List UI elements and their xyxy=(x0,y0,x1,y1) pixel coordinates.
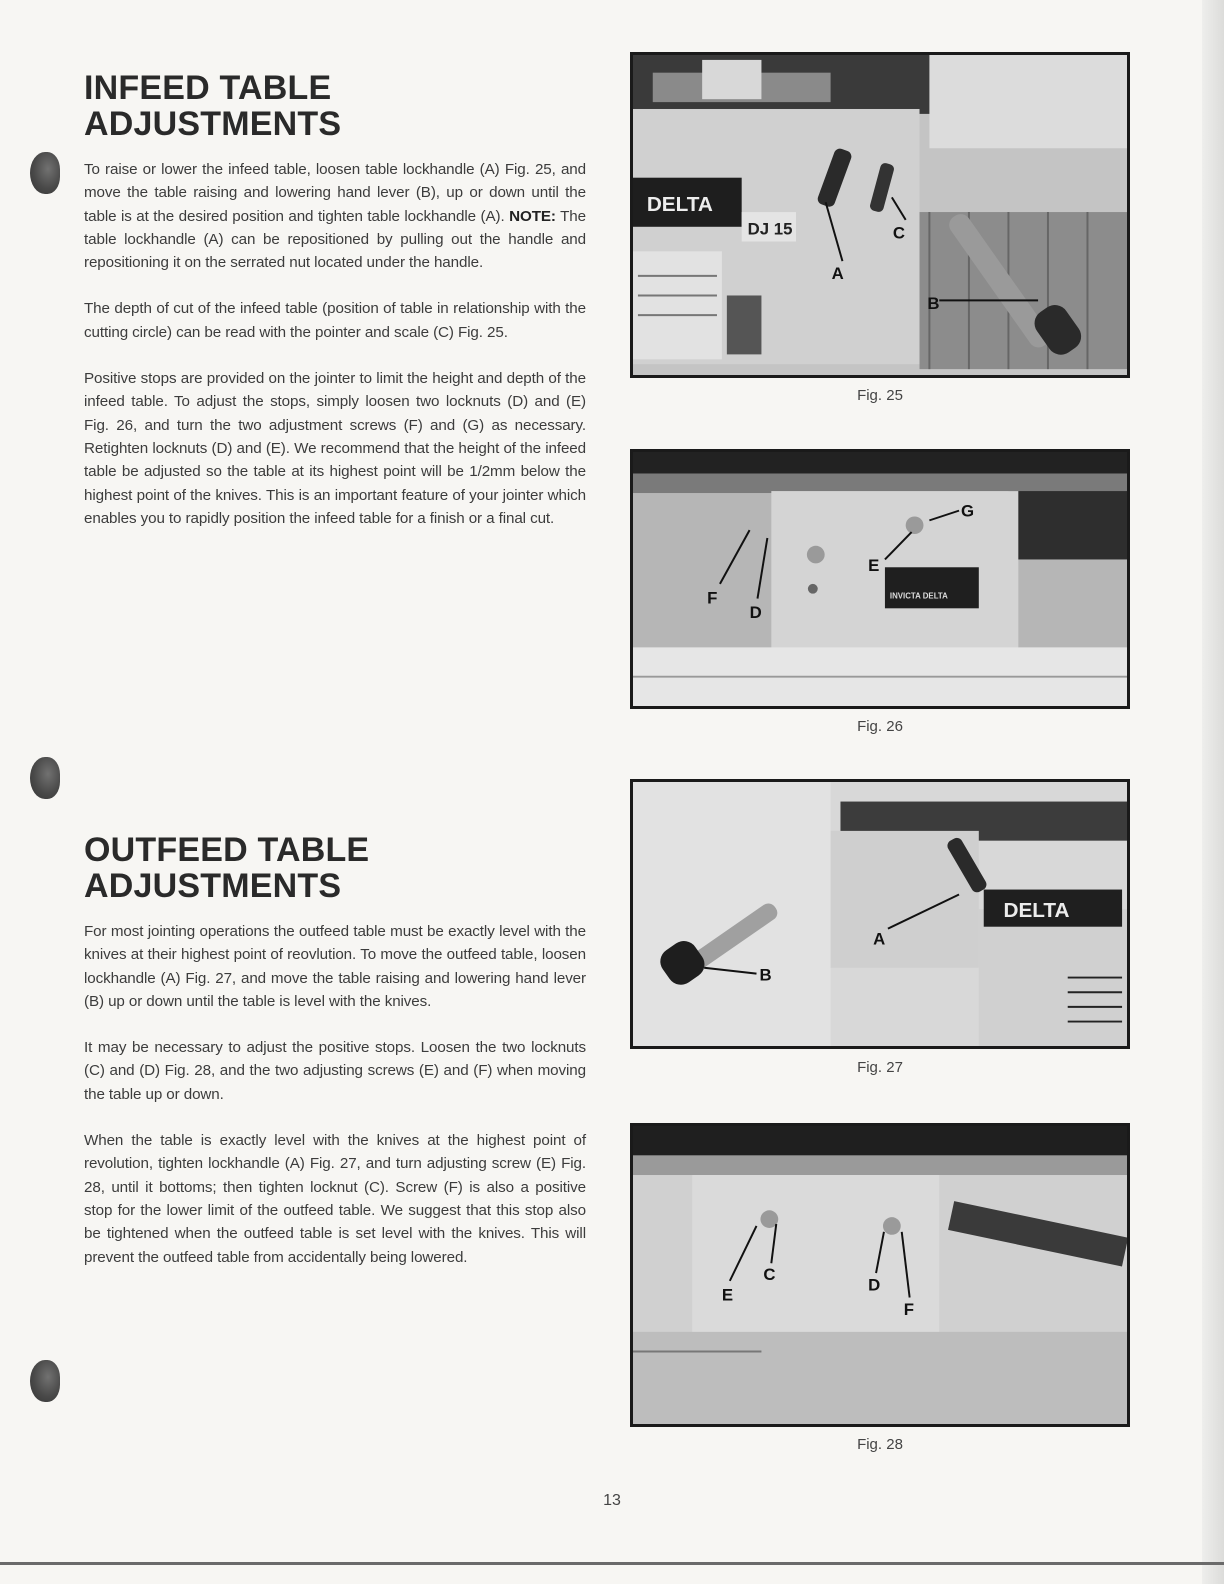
brand-plate: INVICTA DELTA xyxy=(889,591,948,601)
outfeed-heading xyxy=(84,832,586,904)
outfeed-section xyxy=(84,832,586,1269)
outfeed-heading-line1: OUTFEED TABLE xyxy=(84,831,370,869)
bottom-rule xyxy=(0,1562,1224,1565)
infeed-p1-text-2: The table lockhandle (A) can be repositioned by pulling out the handle and repositioning it on the serrated nut located under the handle. xyxy=(84,207,586,272)
fig25-label-c: C xyxy=(892,223,905,243)
fig27-label-a: A xyxy=(873,929,886,949)
page-edge xyxy=(1202,0,1224,1584)
outfeed-paragraph-1: For most jointing operations the outfeed table must be exactly level with the knives at their highest point of reovlution. To move the outfeed table, loosen lockhandle (A) Fig. 27, and move the table raising and lowering hand lever (B) up or down until the table is level with the knives. xyxy=(84,923,586,1010)
fig26-label-d: D xyxy=(749,603,762,623)
fig25-label-a: A xyxy=(831,263,844,283)
positive-stops-infeed-photo xyxy=(633,452,1127,706)
infeed-paragraph-2: The depth of cut of the infeed table (position of table in relationship with the cutting circle) can be read with the pointer and scale (C) Fig. 25. xyxy=(84,300,586,341)
outfeed-paragraph-3: When the table is exactly level with the knives at the highest point of revolution, tighten lockhandle (A) Fig. 27, and turn adjusting screw (E) Fig. 28, until it bottoms; then tighten locknut (C). Screw (F) is also a positive stop for the lower limit of the outfeed table. We suggest that this stop also be tightened when the outfeed table is set level with the knives. This will prevent the outfeed table from accidentally being lowered. xyxy=(84,1132,586,1266)
outfeed-paragraph-2: It may be necessary to adjust the positive stops. Loosen the two locknuts (C) and (D) Fig. 28, and the two adjusting screws (E) and (F) when moving the table up or down. xyxy=(84,1039,586,1103)
jointer-infeed-photo xyxy=(633,55,1127,375)
figure-26-photo xyxy=(630,449,1130,709)
infeed-heading xyxy=(84,70,586,142)
page-number: 13 xyxy=(603,1492,621,1509)
infeed-paragraph-1 xyxy=(84,158,586,274)
infeed-section xyxy=(84,70,586,530)
figure-27-caption: Fig. 27 xyxy=(857,1059,903,1076)
binder-hole-3 xyxy=(30,1360,60,1402)
fig26-label-g: G xyxy=(961,501,975,521)
figure-28-caption: Fig. 28 xyxy=(857,1436,903,1453)
fig27-label-b: B xyxy=(759,965,772,985)
model-plate: DJ 15 xyxy=(747,219,793,239)
fig28-label-e: E xyxy=(721,1285,734,1305)
infeed-p1-text: To raise or lower the infeed table, loosen table lockhandle (A) Fig. 25, and move the table raising and lowering hand lever (B), up or down until the table is at the desired position and tighten table lockhandle (A). xyxy=(84,161,586,225)
positive-stops-outfeed-photo xyxy=(633,1126,1127,1424)
figure-26-caption: Fig. 26 xyxy=(857,718,903,735)
figure-25-photo xyxy=(630,52,1130,378)
infeed-heading-line2: ADJUSTMENTS xyxy=(84,105,342,143)
fig28-label-f: F xyxy=(903,1300,914,1320)
fig28-label-c: C xyxy=(763,1264,776,1284)
note-label: NOTE: xyxy=(509,207,556,225)
binder-hole-1 xyxy=(30,152,60,194)
outfeed-heading-line2: ADJUSTMENTS xyxy=(84,867,342,905)
figure-28-photo xyxy=(630,1123,1130,1427)
infeed-paragraph-3: Positive stops are provided on the jointer to limit the height and depth of the infeed table. To adjust the stops, simply loosen two locknuts (D) and (E) Fig. 26, and turn the two adjustment screws (F) and (G) as necessary. Retighten locknuts (D) and (E). We recommend that the height of the infeed table be adjusted so the table at its highest point will be 1/2mm below the highest point of the knives. This is an important feature of your jointer which enables you to rapidly position the infeed table for a finish or a final cut. xyxy=(84,370,586,527)
delta-logo: DELTA xyxy=(1003,899,1070,922)
delta-logo: DELTA xyxy=(646,193,713,217)
figure-25-caption: Fig. 25 xyxy=(857,387,903,404)
binder-hole-2 xyxy=(30,757,60,799)
fig26-label-e: E xyxy=(868,556,880,576)
fig26-label-f: F xyxy=(707,588,718,608)
fig28-label-d: D xyxy=(868,1275,881,1295)
infeed-heading-line1: INFEED TABLE xyxy=(84,69,332,107)
fig25-label-b: B xyxy=(927,294,940,314)
figure-27-photo xyxy=(630,779,1130,1049)
jointer-outfeed-photo xyxy=(633,782,1127,1046)
